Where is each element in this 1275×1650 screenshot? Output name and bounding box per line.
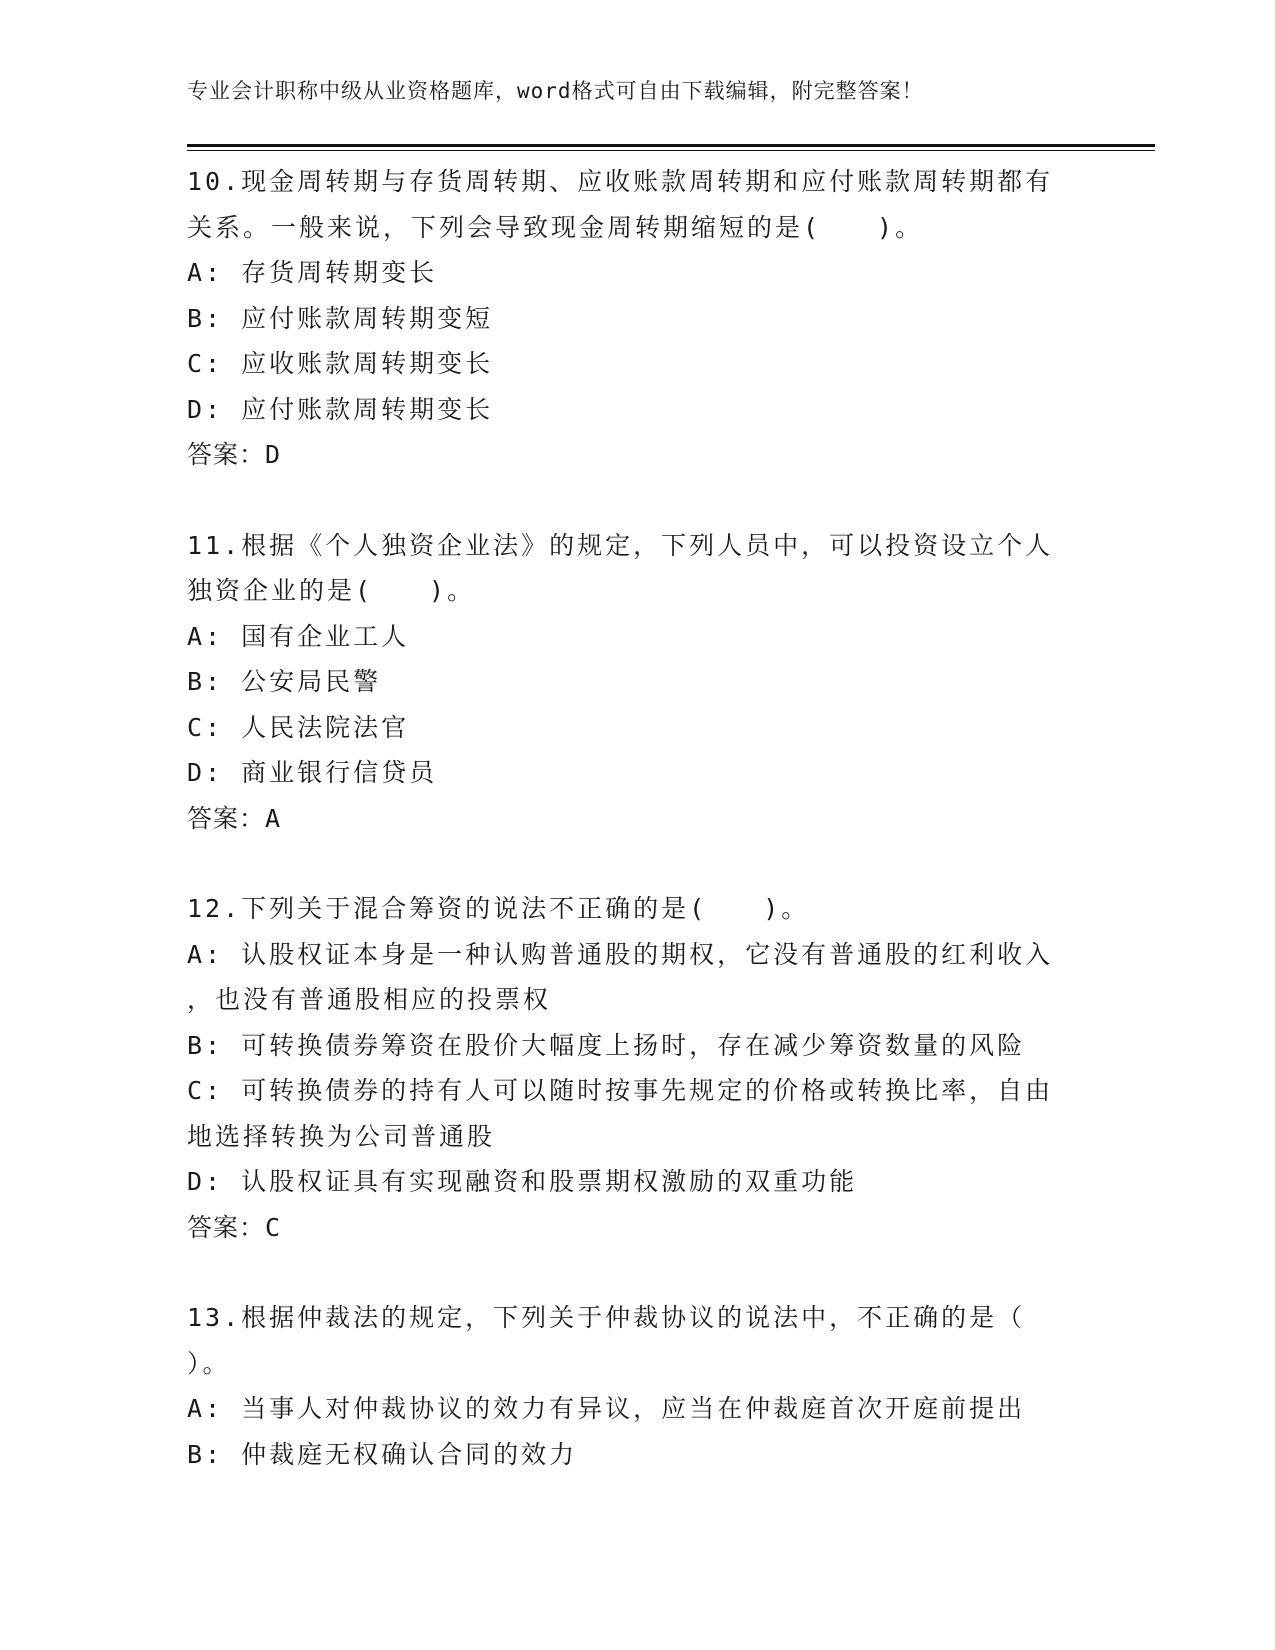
option-a: A: 存货周转期变长 — [187, 258, 438, 287]
option-a-continued: ，也没有普通股相应的投票权 — [187, 985, 552, 1014]
question-stem: ）。 — [187, 1348, 231, 1378]
option-c: C: 人民法院法官 — [187, 712, 410, 742]
option-a: A: 认股权证本身是一种认购普通股的期权，它没有普通股的红利收入 — [187, 939, 1054, 969]
option-d: D: 认股权证具有实现融资和股票期权激励的双重功能 — [187, 1167, 858, 1196]
question-13 — [187, 1295, 1087, 1477]
option-c: C: 可转换债券的持有人可以随时按事先规定的价格或转换比率，自由 — [187, 1076, 1054, 1105]
question-stem: 12.下列关于混合筹资的说法不正确的是( )。 — [187, 894, 810, 923]
question-stem: 关系。一般来说，下列会导致现金周转期缩短的是( )。 — [187, 212, 924, 242]
option-d: D: 商业银行信贷员 — [187, 758, 438, 787]
option-b: B: 可转换债券筹资在股价大幅度上扬时，存在减少筹资数量的风险 — [187, 1030, 1026, 1060]
question-stem: 13.根据仲裁法的规定，下列关于仲裁协议的说法中，不正确的是（ — [187, 1303, 1026, 1332]
question-12 — [187, 886, 1087, 1250]
question-stem: 11.根据《个人独资企业法》的规定，下列人员中，可以投资设立个人 — [187, 530, 1054, 560]
option-b: B: 应付账款周转期变短 — [187, 303, 494, 333]
header-divider-thin — [187, 150, 1155, 151]
question-stem: 10.现金周转期与存货周转期、应收账款周转期和应付账款周转期都有 — [187, 167, 1054, 196]
option-c: C: 应收账款周转期变长 — [187, 349, 494, 378]
header-divider-thick — [187, 144, 1155, 147]
question-10 — [187, 159, 1087, 478]
answer: 答案：A — [187, 803, 282, 833]
page-header: 专业会计职称中级从业资格题库，word格式可自由下载编辑，附完整答案！ — [187, 79, 924, 103]
answer: 答案：D — [187, 440, 282, 469]
question-stem: 独资企业的是( )。 — [187, 576, 476, 605]
question-list — [187, 159, 1087, 1522]
answer: 答案：C — [187, 1212, 282, 1242]
option-b: B: 仲裁庭无权确认合同的效力 — [187, 1439, 578, 1469]
question-11 — [187, 523, 1087, 842]
option-b: B: 公安局民警 — [187, 667, 382, 696]
option-a: A: 当事人对仲裁协议的效力有异议，应当在仲裁庭首次开庭前提出 — [187, 1394, 1026, 1423]
option-d: D: 应付账款周转期变长 — [187, 394, 494, 424]
option-a: A: 国有企业工人 — [187, 621, 410, 651]
option-c-continued: 地选择转换为公司普通股 — [187, 1121, 496, 1151]
